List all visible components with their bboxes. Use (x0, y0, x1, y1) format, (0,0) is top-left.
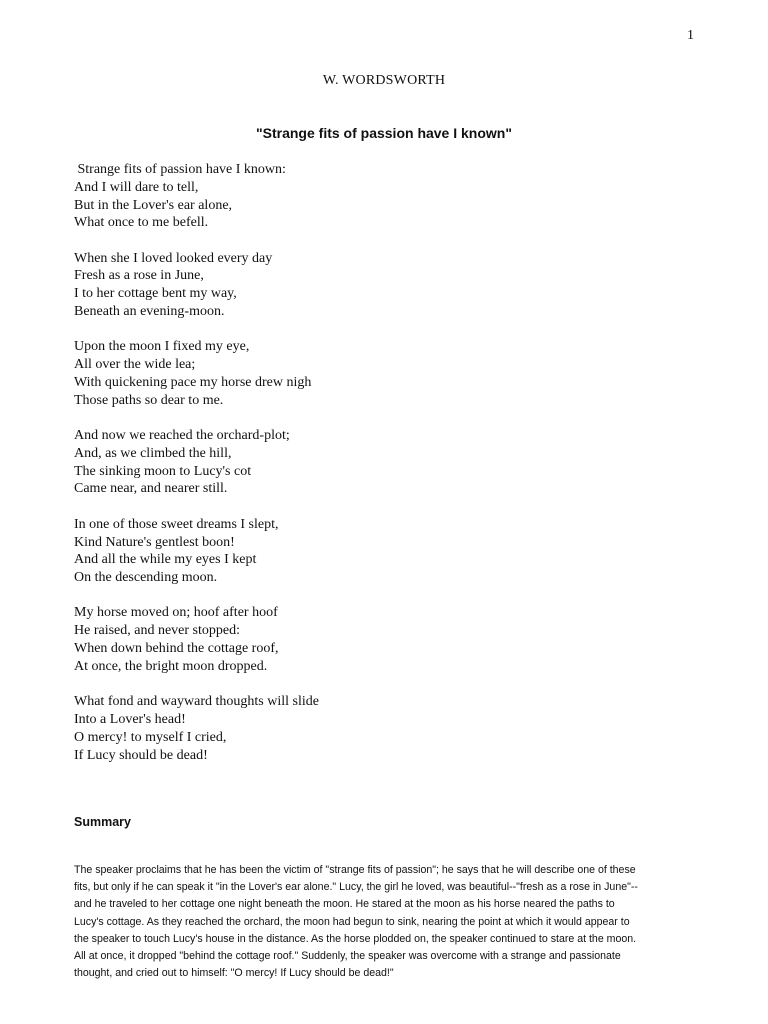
summary-heading: Summary (74, 815, 131, 829)
poem-line: O mercy! to myself I cried, (74, 729, 227, 745)
poem-title: "Strange fits of passion have I known" (256, 125, 512, 141)
summary-line: fits, but only if he can speak it "in the Lover's ear alone." Lucy, the girl he loved, was beautiful--"fresh as a rose in June"-- (74, 881, 638, 894)
poem-line: But in the Lover's ear alone, (74, 197, 233, 213)
summary-line: thought, and cried out to himself: "O mercy! If Lucy should be dead!" (74, 967, 394, 980)
summary-line: Lucy's cottage. As they reached the orchard, the moon had begun to sink, nearing the point at which it would appear to (74, 915, 630, 928)
poem-line: With quickening pace my horse drew nigh (74, 374, 312, 390)
poem-line: In one of those sweet dreams I slept, (74, 516, 279, 532)
poem-line: Fresh as a rose in June, (74, 268, 204, 284)
poem-line: When down behind the cottage roof, (74, 641, 279, 657)
poem-line: What fond and wayward thoughts will slide (74, 694, 319, 710)
poem-line: At once, the bright moon dropped. (74, 658, 268, 674)
summary-line: the speaker to touch Lucy's house in the distance. As the horse plodded on, the speaker continued to stare at the moon. (74, 932, 637, 945)
poem-line: When she I loved looked every day (74, 250, 273, 266)
stanza-4 (74, 427, 694, 498)
poem-line: Beneath an evening-moon. (74, 304, 225, 320)
poem-line: What once to me befell. (74, 215, 209, 231)
poem-line: Kind Nature's gentlest boon! (74, 534, 235, 550)
poem-line: All over the wide lea; (74, 357, 196, 373)
summary-paragraph (74, 862, 706, 982)
page-number: 1 (687, 28, 694, 43)
stanza-5 (74, 516, 694, 587)
poem-line: And all the while my eyes I kept (74, 552, 257, 568)
author-heading: W. WORDSWORTH (322, 73, 446, 88)
poem-line: Those paths so dear to me. (74, 392, 224, 408)
poem-line: If Lucy should be dead! (74, 747, 208, 763)
poem-line: He raised, and never stopped: (74, 623, 240, 639)
poem-line: And, as we climbed the hill, (74, 445, 232, 461)
stanza-2 (74, 250, 694, 321)
poem-line: Into a Lover's head! (74, 711, 186, 727)
poem-line: The sinking moon to Lucy's cot (74, 463, 252, 479)
poem-line: And now we reached the orchard-plot; (74, 428, 290, 444)
poem-line: Upon the moon I fixed my eye, (74, 339, 250, 355)
stanza-1 (74, 161, 694, 232)
summary-line: All at once, it dropped "behind the cottage roof." Suddenly, the speaker was overcome with a strange and passionate (74, 950, 621, 963)
stanza-6 (74, 604, 694, 675)
poem-line: And I will dare to tell, (74, 179, 199, 195)
stanza-7 (74, 693, 694, 764)
stanza-3 (74, 338, 694, 409)
poem-line: I to her cottage bent my way, (74, 286, 237, 302)
poem-body (74, 161, 694, 782)
poem-line: My horse moved on; hoof after hoof (74, 605, 278, 621)
poem-line: Came near, and nearer still. (74, 481, 228, 497)
summary-line: and he traveled to her cottage one night beneath the moon. He stared at the moon as his horse neared the paths to (74, 898, 615, 911)
poem-line: Strange fits of passion have I known: (74, 162, 286, 177)
poem-line: On the descending moon. (74, 570, 218, 586)
summary-line: The speaker proclaims that he has been the victim of "strange fits of passion"; he says that he will describe one of these (74, 864, 636, 876)
